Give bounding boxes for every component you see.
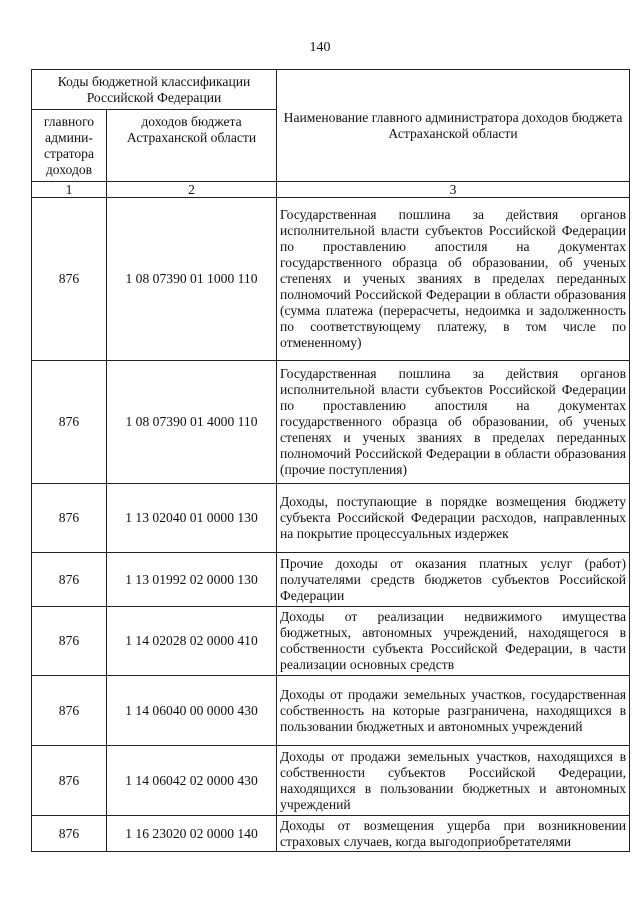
table-row xyxy=(32,553,630,607)
admin-code: 876 xyxy=(32,676,107,746)
income-name: Доходы от возмещения ущерба при возникновении страховых случаев, когда выгодоприобретателями xyxy=(277,816,630,852)
table-row xyxy=(32,361,630,484)
admin-code: 876 xyxy=(32,361,107,484)
table-row xyxy=(32,676,630,746)
income-name: Государственная пошлина за действия органов исполнительной власти субъектов Российской Федерации по проставлению апостиля на документах государственного образца об образовании, об ученых степенях и ученых званиях в пределах переданных полномочий Российской Федерации в области образования (прочие поступления) xyxy=(277,361,630,484)
table-row xyxy=(32,484,630,553)
admin-code: 876 xyxy=(32,816,107,852)
income-name: Государственная пошлина за действия органов исполнительной власти субъектов Российской Федерации по проставлению апостиля на документах государственного образца об образовании, об ученых степенях и ученых званиях в пределах переданных полномочий Российской Федерации в области образования (сумма платежа (перерасчеты, недоимка и задолженность по соответствующему платежу, в том числе по отмененному) xyxy=(277,198,630,361)
col-number-2: 2 xyxy=(107,182,277,198)
income-code: 1 16 23020 02 0000 140 xyxy=(107,816,277,852)
header-admin: главного админи-стратора доходов xyxy=(32,110,107,182)
admin-code: 876 xyxy=(32,607,107,676)
table-row xyxy=(32,816,630,852)
income-code: 1 14 06042 02 0000 430 xyxy=(107,746,277,816)
income-name: Доходы от реализации недвижимого имущества бюджетных, автономных учреждений, находящегося в собственности субъекта Российской Федерации, в части реализации основных средств xyxy=(277,607,630,676)
col-number-1: 1 xyxy=(32,182,107,198)
table-row xyxy=(32,746,630,816)
admin-code: 876 xyxy=(32,484,107,553)
admin-code: 876 xyxy=(32,553,107,607)
income-code: 1 14 02028 02 0000 410 xyxy=(107,607,277,676)
header-codes-group: Коды бюджетной классификации Российской Федерации xyxy=(32,70,277,110)
table-row xyxy=(32,607,630,676)
admin-code: 876 xyxy=(32,198,107,361)
header-income: доходов бюджета Астраханской области xyxy=(107,110,277,182)
income-code: 1 08 07390 01 1000 110 xyxy=(107,198,277,361)
income-code: 1 14 06040 00 0000 430 xyxy=(107,676,277,746)
header-name: Наименование главного администратора доходов бюджета Астраханской области xyxy=(277,70,630,182)
income-code: 1 08 07390 01 4000 110 xyxy=(107,361,277,484)
income-name: Доходы от продажи земельных участков, находящихся в собственности субъектов Российской Федерации, находящихся в пользовании бюджетных и автономных учреждений xyxy=(277,746,630,816)
col-number-3: 3 xyxy=(277,182,630,198)
income-name: Прочие доходы от оказания платных услуг (работ) получателями средств бюджетов субъектов Российской Федерации xyxy=(277,553,630,607)
income-code: 1 13 01992 02 0000 130 xyxy=(107,553,277,607)
income-name: Доходы, поступающие в порядке возмещения бюджету субъекта Российской Федерации расходов, направленных на покрытие процессуальных издержек xyxy=(277,484,630,553)
page-number: 140 xyxy=(309,40,331,55)
table-row xyxy=(32,198,630,361)
budget-classification-table xyxy=(31,69,630,852)
income-code: 1 13 02040 01 0000 130 xyxy=(107,484,277,553)
income-name: Доходы от продажи земельных участков, государственная собственность на которые разграничена, находящихся в пользовании бюджетных и автономных учреждений xyxy=(277,676,630,746)
admin-code: 876 xyxy=(32,746,107,816)
